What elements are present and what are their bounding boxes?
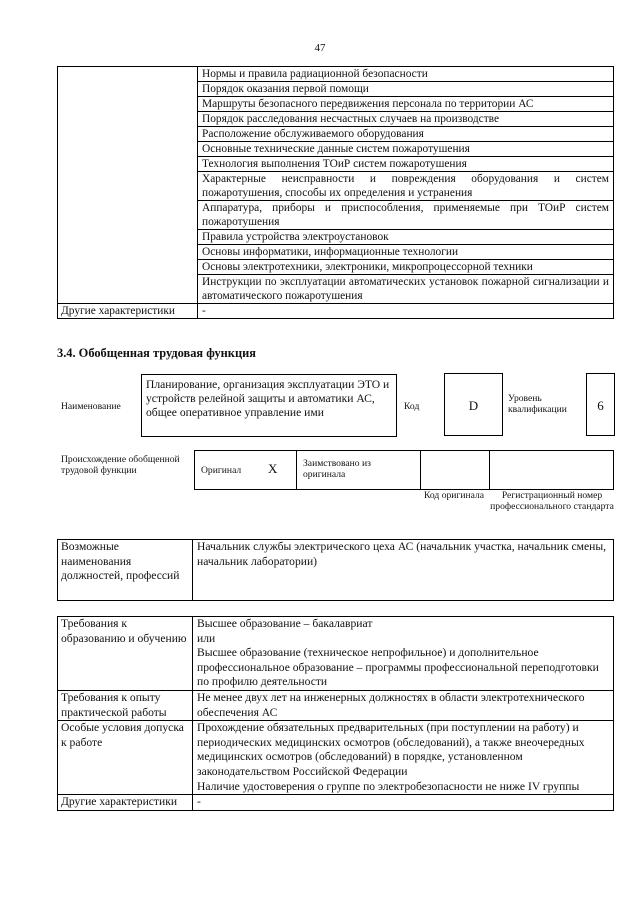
origin-divider [420, 451, 421, 490]
knowledge-row: Порядок оказания первой помощи [198, 82, 614, 97]
page-number: 47 [314, 42, 326, 54]
origin-code-caption: Код оригинала [423, 490, 485, 501]
origin-box [194, 450, 614, 490]
edu-line: Высшее образование – бакалавриат [197, 617, 373, 630]
name-value: Планирование, организация эксплуатации ЭТО и устройств релейной защиты и автоматики АС, общее оперативное управление ими [141, 374, 397, 437]
edu-line: Высшее образование (техническое непрофильное) и дополнительное профессиональное образование – программы профессиональной переподготовки по профилю деятельности [197, 646, 599, 689]
knowledge-row: Инструкции по эксплуатации автоматических установок пожарной сигнализации и автоматического пожаротушения [198, 275, 614, 304]
edu-value [193, 617, 614, 691]
original-mark: X [268, 461, 278, 476]
borrowed-label: Заимствовано из оригинала [303, 458, 371, 480]
knowledge-row: Технология выполнения ТОиР систем пожаротушения [198, 157, 614, 172]
knowledge-label-cell [58, 67, 198, 304]
knowledge-table [57, 66, 614, 319]
original-label: Оригинал [201, 465, 242, 476]
positions-table [57, 539, 614, 601]
other-label: Другие характеристики [58, 304, 198, 319]
admit-label: Особые условия допуска к работе [58, 721, 193, 795]
origin-label: Происхождение обобщенной трудовой функции [61, 454, 180, 476]
requirements-table [57, 616, 614, 811]
exp-label: Требования к опыту практической работы [58, 690, 193, 720]
knowledge-row: Правила устройства электроустановок [198, 230, 614, 245]
positions-value: Начальник службы электрического цеха АС (начальник участка, начальник смены, начальник лаборатории) [193, 540, 614, 601]
edu-label: Требования к образованию и обучению [58, 617, 193, 691]
name-label: Наименование [61, 401, 121, 412]
knowledge-row: Аппаратура, приборы и приспособления, применяемые при ТОиР систем пожаротушения [198, 201, 614, 230]
other-value: - [198, 304, 614, 319]
reg-number-caption: Регистрационный номер профессионального стандарта [490, 490, 614, 512]
positions-label: Возможные наименования должностей, профессий [58, 540, 193, 601]
knowledge-row: Маршруты безопасного передвижения персонала по территории АС [198, 97, 614, 112]
knowledge-row: Основные технические данные систем пожаротушения [198, 142, 614, 157]
origin-divider [489, 451, 490, 490]
knowledge-row: Основы информатики, информационные технологии [198, 245, 614, 260]
admit-line: Прохождение обязательных предварительных (при поступлении на работу) и периодических медицинских осмотров (обследований), а также внеочередных медицинских осмотров (обследований) в порядке, установленном законодательством Российской Федерации [197, 721, 585, 778]
admit-line: Наличие удостоверения о группе по электробезопасности не ниже IV группы [197, 779, 580, 793]
knowledge-row: Расположение обслуживаемого оборудования [198, 127, 614, 142]
section-title: 3.4. Обобщенная трудовая функция [57, 346, 256, 360]
knowledge-row: Основы электротехники, электроники, микропроцессорной техники [198, 260, 614, 275]
exp-value: Не менее двух лет на инженерных должностях в области электротехнического обеспечения АС [193, 690, 614, 720]
other2-value: - [193, 795, 614, 811]
level-value: 6 [586, 373, 615, 436]
knowledge-row: Характерные неисправности и повреждения оборудования и систем пожаротушения, способы их определения и устранения [198, 172, 614, 201]
code-value: D [444, 373, 503, 436]
code-label: Код [404, 401, 420, 412]
edu-line: или [197, 631, 216, 645]
level-label: Уровень квалификации [508, 393, 567, 415]
other2-label: Другие характеристики [58, 795, 193, 811]
knowledge-row: Порядок расследования несчастных случаев на производстве [198, 112, 614, 127]
knowledge-row: Нормы и правила радиационной безопасности [198, 67, 614, 82]
origin-divider [296, 451, 297, 490]
admit-value [193, 721, 614, 795]
